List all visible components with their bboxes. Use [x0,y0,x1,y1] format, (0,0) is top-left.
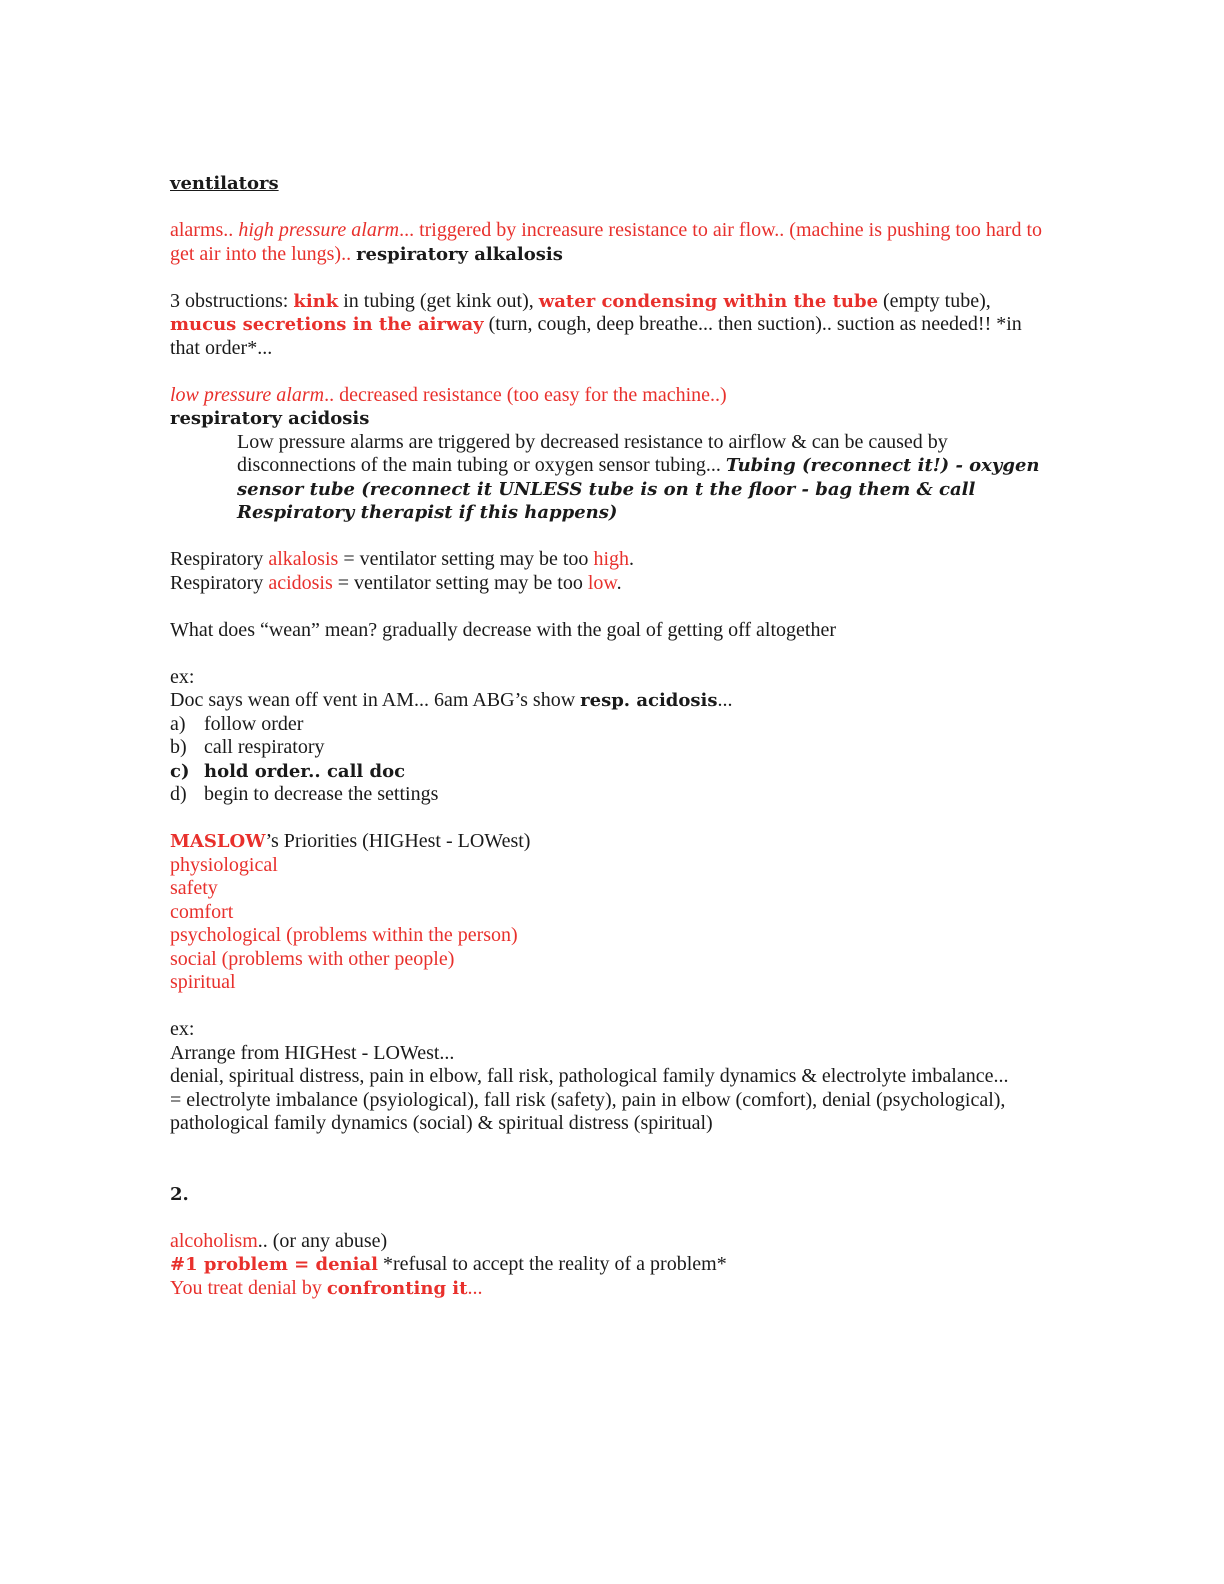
text-span: . [629,548,634,570]
maslow-item: comfort [170,900,234,923]
text-span: Doc says wean off vent in AM... 6am ABG’s show [170,689,581,711]
text-span: . [616,571,622,594]
option-letter: b) [170,736,187,758]
text-span: alcoholism [170,1229,258,1252]
wean-definition: What does “wean” mean? gradually decrease with the goal of getting off altogether [170,618,837,641]
text-span: 3 obstructions: [170,289,294,312]
text-span: Respiratory [170,548,269,570]
treat-denial-line [170,1277,1050,1301]
text-span: You treat denial by [170,1276,327,1299]
text-span: kink [293,290,339,312]
respiratory-acidosis-label: respiratory acidosis [170,408,370,429]
text-span: confronting it [326,1277,468,1299]
section-heading: ventilators [170,173,279,194]
denial-line [170,1253,1050,1277]
text-span: low pressure alarm [170,383,325,406]
section-number: 2. [170,1183,189,1205]
text-span: .. decreased resistance (too easy for the machine..) [324,383,727,406]
text-span: = ventilator setting may be too [332,571,588,594]
text-span: alkalosis [268,548,339,570]
text-span: mucus secretions in the airway [170,314,484,335]
answer-option [170,736,1050,760]
maslow-item: psychological (problems within the person) [170,924,518,946]
text-span: (turn, cough, deep breathe... then suction).. suction as needed!! *in that order*... [170,313,1022,359]
maslow-item: spiritual [170,971,236,993]
example-label: ex: [170,1018,195,1040]
text-span: Low pressure alarms are triggered by decreased resistance to airflow & can be caused by disconnections of the main tubing or oxygen sensor tubing... [237,430,948,476]
maslow-item: physiological [170,853,278,876]
acidosis-line [170,572,1050,596]
text-span: ... triggered by increasure resistance to air flow.. (machine is pushing too hard to get air into the lungs).. [170,219,1043,265]
text-span: respiratory alkalosis [356,243,563,265]
low-pressure-detail-paragraph [170,431,1050,525]
option-text: begin to decrease the settings [204,783,439,805]
example-question [170,689,1050,713]
option-text: call respiratory [204,736,325,758]
example-instruction: Arrange from HIGHest - LOWest... [170,1041,455,1064]
text-span: Respiratory [170,571,269,594]
answer-option-correct [170,760,1050,784]
example-items: denial, spiritual distress, pain in elbow, fall risk, pathological family dynamics & electrolyte imbalance... [170,1065,1009,1087]
obstructions-paragraph [170,290,1050,361]
text-span: *refusal to accept the reality of a problem* [377,1253,727,1275]
text-span: MASLOW [170,831,266,852]
low-pressure-alarm-line [170,384,1050,408]
text-span: high pressure alarm [238,219,400,241]
text-span: (empty tube), [878,289,991,312]
option-letter: c) [170,760,190,782]
text-span: in tubing (get kink out), [338,289,539,312]
text-span: ... [467,1276,483,1299]
text-span: alarms.. [170,219,239,241]
option-letter: a) [170,712,186,735]
option-letter: d) [170,783,187,805]
maslow-item: social (problems with other people) [170,947,455,970]
high-pressure-alarm-paragraph [170,219,1050,266]
text-span: high [593,548,629,570]
text-span: water condensing within the tube [538,290,879,312]
example-answer: = electrolyte imbalance (psyiological), fall risk (safety), pain in elbow (comfort), denial (psychological), pathological family dynamics (social) & spiritual distress (spiritual) [170,1088,1006,1134]
alcoholism-line [170,1230,1050,1254]
text-span: acidosis [268,571,333,594]
text-span: ’s Priorities (HIGHest - LOWest) [265,830,531,852]
answer-option [170,783,1050,807]
alkalosis-line [170,548,1050,572]
example-label: ex: [170,665,195,688]
text-span: low [587,571,617,594]
text-span: ... [717,689,733,711]
answer-option [170,713,1050,737]
text-span: = ventilator setting may be too [338,548,594,570]
text-span: Tubing (reconnect it!) - oxygen sensor tube (reconnect it UNLESS tube is on t the floor - bag them & call Respiratory therapist if this happens) [237,455,1040,523]
text-span: #1 problem = denial [170,1254,378,1275]
option-text: follow order [204,712,304,735]
maslow-heading [170,830,1050,854]
maslow-item: safety [170,877,218,899]
option-text: hold order.. call doc [204,760,406,782]
document-page [170,172,1050,1300]
text-span: resp. acidosis [580,690,718,711]
text-span: .. (or any abuse) [257,1229,388,1252]
